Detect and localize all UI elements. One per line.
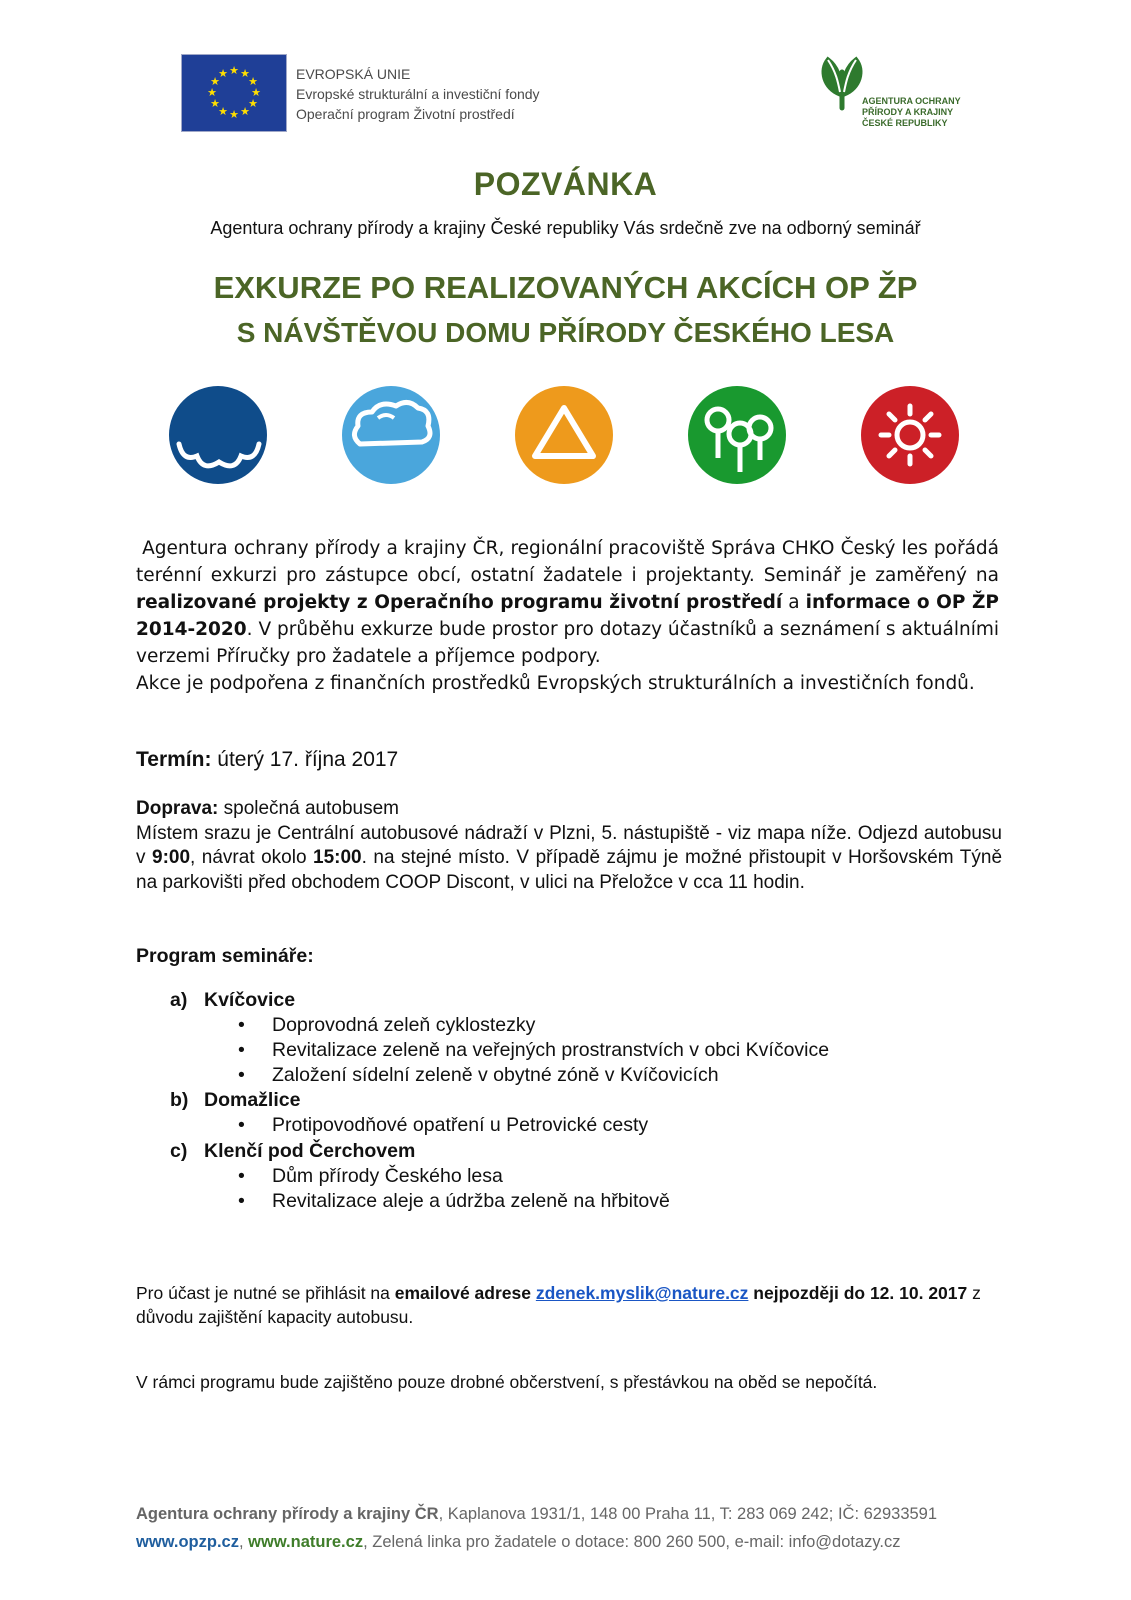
eu-stars-icon: [182, 55, 286, 131]
eu-line-1: EVROPSKÁ UNIE: [296, 66, 411, 82]
svg-text:★: ★: [229, 108, 239, 121]
footer: Agentura ochrany přírody a krajiny ČR, Kaplanova 1931/1, 148 00 Praha 11, T: 283 069 242; IČ: 62933591 www.opzp.cz, www.nature.cz, Zelená linka pro žadatele o dotace: 800 260 500, e-mail: info@dotazy.cz: [136, 1505, 938, 1551]
footer-org: Agentura ochrany přírody a krajiny ČR: [136, 1505, 439, 1523]
transport-info: Doprava: společná autobusem Místem srazu je Centrální autobusové nádraží v Plzni, 5. nástupiště - viz mapa níže. Odjezd autobusu v 9:00, návrat okolo 15:00. na stejné místo. V případě zájmu je možné přistoupit v Horšovském Týně na parkovišti před obchodem COOP Discont, v ulici na Přeložce v cca 11 hodin.: [136, 798, 1003, 893]
list-item: • Revitalizace zeleně na veřejných prostranstvích v obci Kvíčovice: [238, 1039, 830, 1062]
trees-icon: [688, 386, 786, 484]
program-heading: Program semináře:: [136, 945, 314, 967]
list-item: • Založení sídelní zeleně v obytné zóně v Kvíčovicích: [238, 1064, 719, 1087]
footer-address: , Kaplanova 1931/1, 148 00 Praha 11, T: 283 069 242; IČ: 62933591: [438, 1505, 938, 1523]
op-zp-projects: realizované projekty z Operačního programu životní prostředí: [136, 592, 783, 613]
aopk-name: AGENTURA OCHRANY PŘÍRODY A KRAJINY ČESKÉ REPUBLIKY: [862, 96, 961, 128]
program-group: a) Kvíčovice: [136, 988, 1036, 1013]
seminar-title-line-1: EXKURZE PO REALIZOVANÝCH AKCÍCH OP ŽP: [213, 270, 918, 305]
sun-icon: [861, 386, 959, 484]
eu-flag-logo: [181, 54, 287, 132]
triangle-icon: [515, 386, 613, 484]
group-name: Domažlice: [204, 1089, 301, 1112]
svg-text:★: ★: [251, 86, 261, 99]
email-link[interactable]: zdenek.myslik@nature.cz: [535, 1283, 749, 1303]
program-group: b) Domažlice: [136, 1088, 1036, 1113]
svg-text:★: ★: [210, 75, 220, 88]
program-group: c) Klenčí pod Čerchovem: [136, 1139, 1036, 1164]
return-time: 15:00: [313, 847, 362, 868]
date-label: Termín:: [136, 748, 212, 771]
funding-note: Akce je podpořena z finančních prostředků Evropských strukturálních a investičních fondů.: [136, 673, 975, 694]
eu-line-2: Evropské strukturální a investiční fondy: [296, 86, 540, 102]
svg-text:★: ★: [248, 75, 258, 88]
svg-text:★: ★: [240, 67, 250, 80]
departure-time: 9:00: [152, 847, 191, 868]
water-icon: [169, 386, 267, 484]
group-name: Kvíčovice: [204, 989, 296, 1011]
footer-contact: , Zelená linka pro žadatele o dotace: 800 260 500, e-mail: info@dotazy.cz: [363, 1533, 901, 1551]
svg-text:★: ★: [207, 86, 217, 99]
eu-program-text: [296, 64, 540, 124]
list-item: • Revitalizace aleje a údržba zeleně na hřbitově: [238, 1189, 670, 1212]
svg-text:★: ★: [248, 97, 258, 110]
svg-text:★: ★: [240, 105, 250, 118]
date-value: úterý 17. října 2017: [211, 748, 399, 771]
svg-text:★: ★: [218, 67, 228, 80]
footer-link-opzp[interactable]: www.opzp.cz: [136, 1533, 239, 1551]
cloud-icon: [342, 386, 440, 484]
seminar-title-line-2: S NÁVŠTĚVOU DOMU PŘÍRODY ČESKÉHO LESA: [236, 317, 895, 348]
program-list: [136, 988, 1036, 1214]
transport-label: Doprava:: [136, 798, 219, 819]
svg-text:★: ★: [229, 64, 239, 77]
svg-text:★: ★: [210, 97, 220, 110]
list-item: • Protipovodňové opatření u Petrovické cesty: [238, 1114, 649, 1137]
transport-value: společná autobusem: [218, 798, 399, 819]
registration-note: Pro účast je nutné se přihlásit na emailové adrese zdenek.myslik@nature.cz nejpozději do 12. 10. 2017 z důvodu zajištění kapacity autobusu.: [136, 1283, 981, 1327]
invitation-intro: Agentura ochrany přírody a krajiny České republiky Vás srdečně zve na odborný seminář: [210, 218, 921, 238]
svg-text:★: ★: [218, 105, 228, 118]
op-zp-info: informace o OP ŽP 2014-2020: [136, 592, 999, 640]
eu-line-3: Operační program Životní prostředí: [296, 106, 515, 122]
footer-link-nature[interactable]: www.nature.cz: [248, 1533, 364, 1551]
list-item: • Dům přírody Českého lesa: [238, 1164, 503, 1187]
list-item: • Doprovodná zeleň cyklostezky: [238, 1014, 536, 1037]
refreshment-note: V rámci programu bude zajištěno pouze drobné občerstvení, s přestávkou na oběd se nepočítá.: [136, 1372, 878, 1392]
event-date: [136, 748, 398, 772]
group-name: Klenčí pod Čerchovem: [204, 1139, 416, 1162]
intro-paragraph: Agentura ochrany přírody a krajiny ČR, regionální pracoviště Správa CHKO Český les pořádá terénní exkurzi pro zástupce obcí, ostatní žadatele i projektanty. Seminář je zaměřený na realizované projekty z Operačního programu životní prostředí a informace o OP ŽP 2014-2020. V průběhu exkurze bude prostor pro dotazy účastníků a seznámení s aktuálními verzemi Příručky pro žadatele a příjemce podpory. Akce je podpořena z finančních prostředků Evropských strukturálních a investičních fondů.: [136, 535, 999, 697]
invitation-title: POZVÁNKA: [473, 166, 658, 202]
